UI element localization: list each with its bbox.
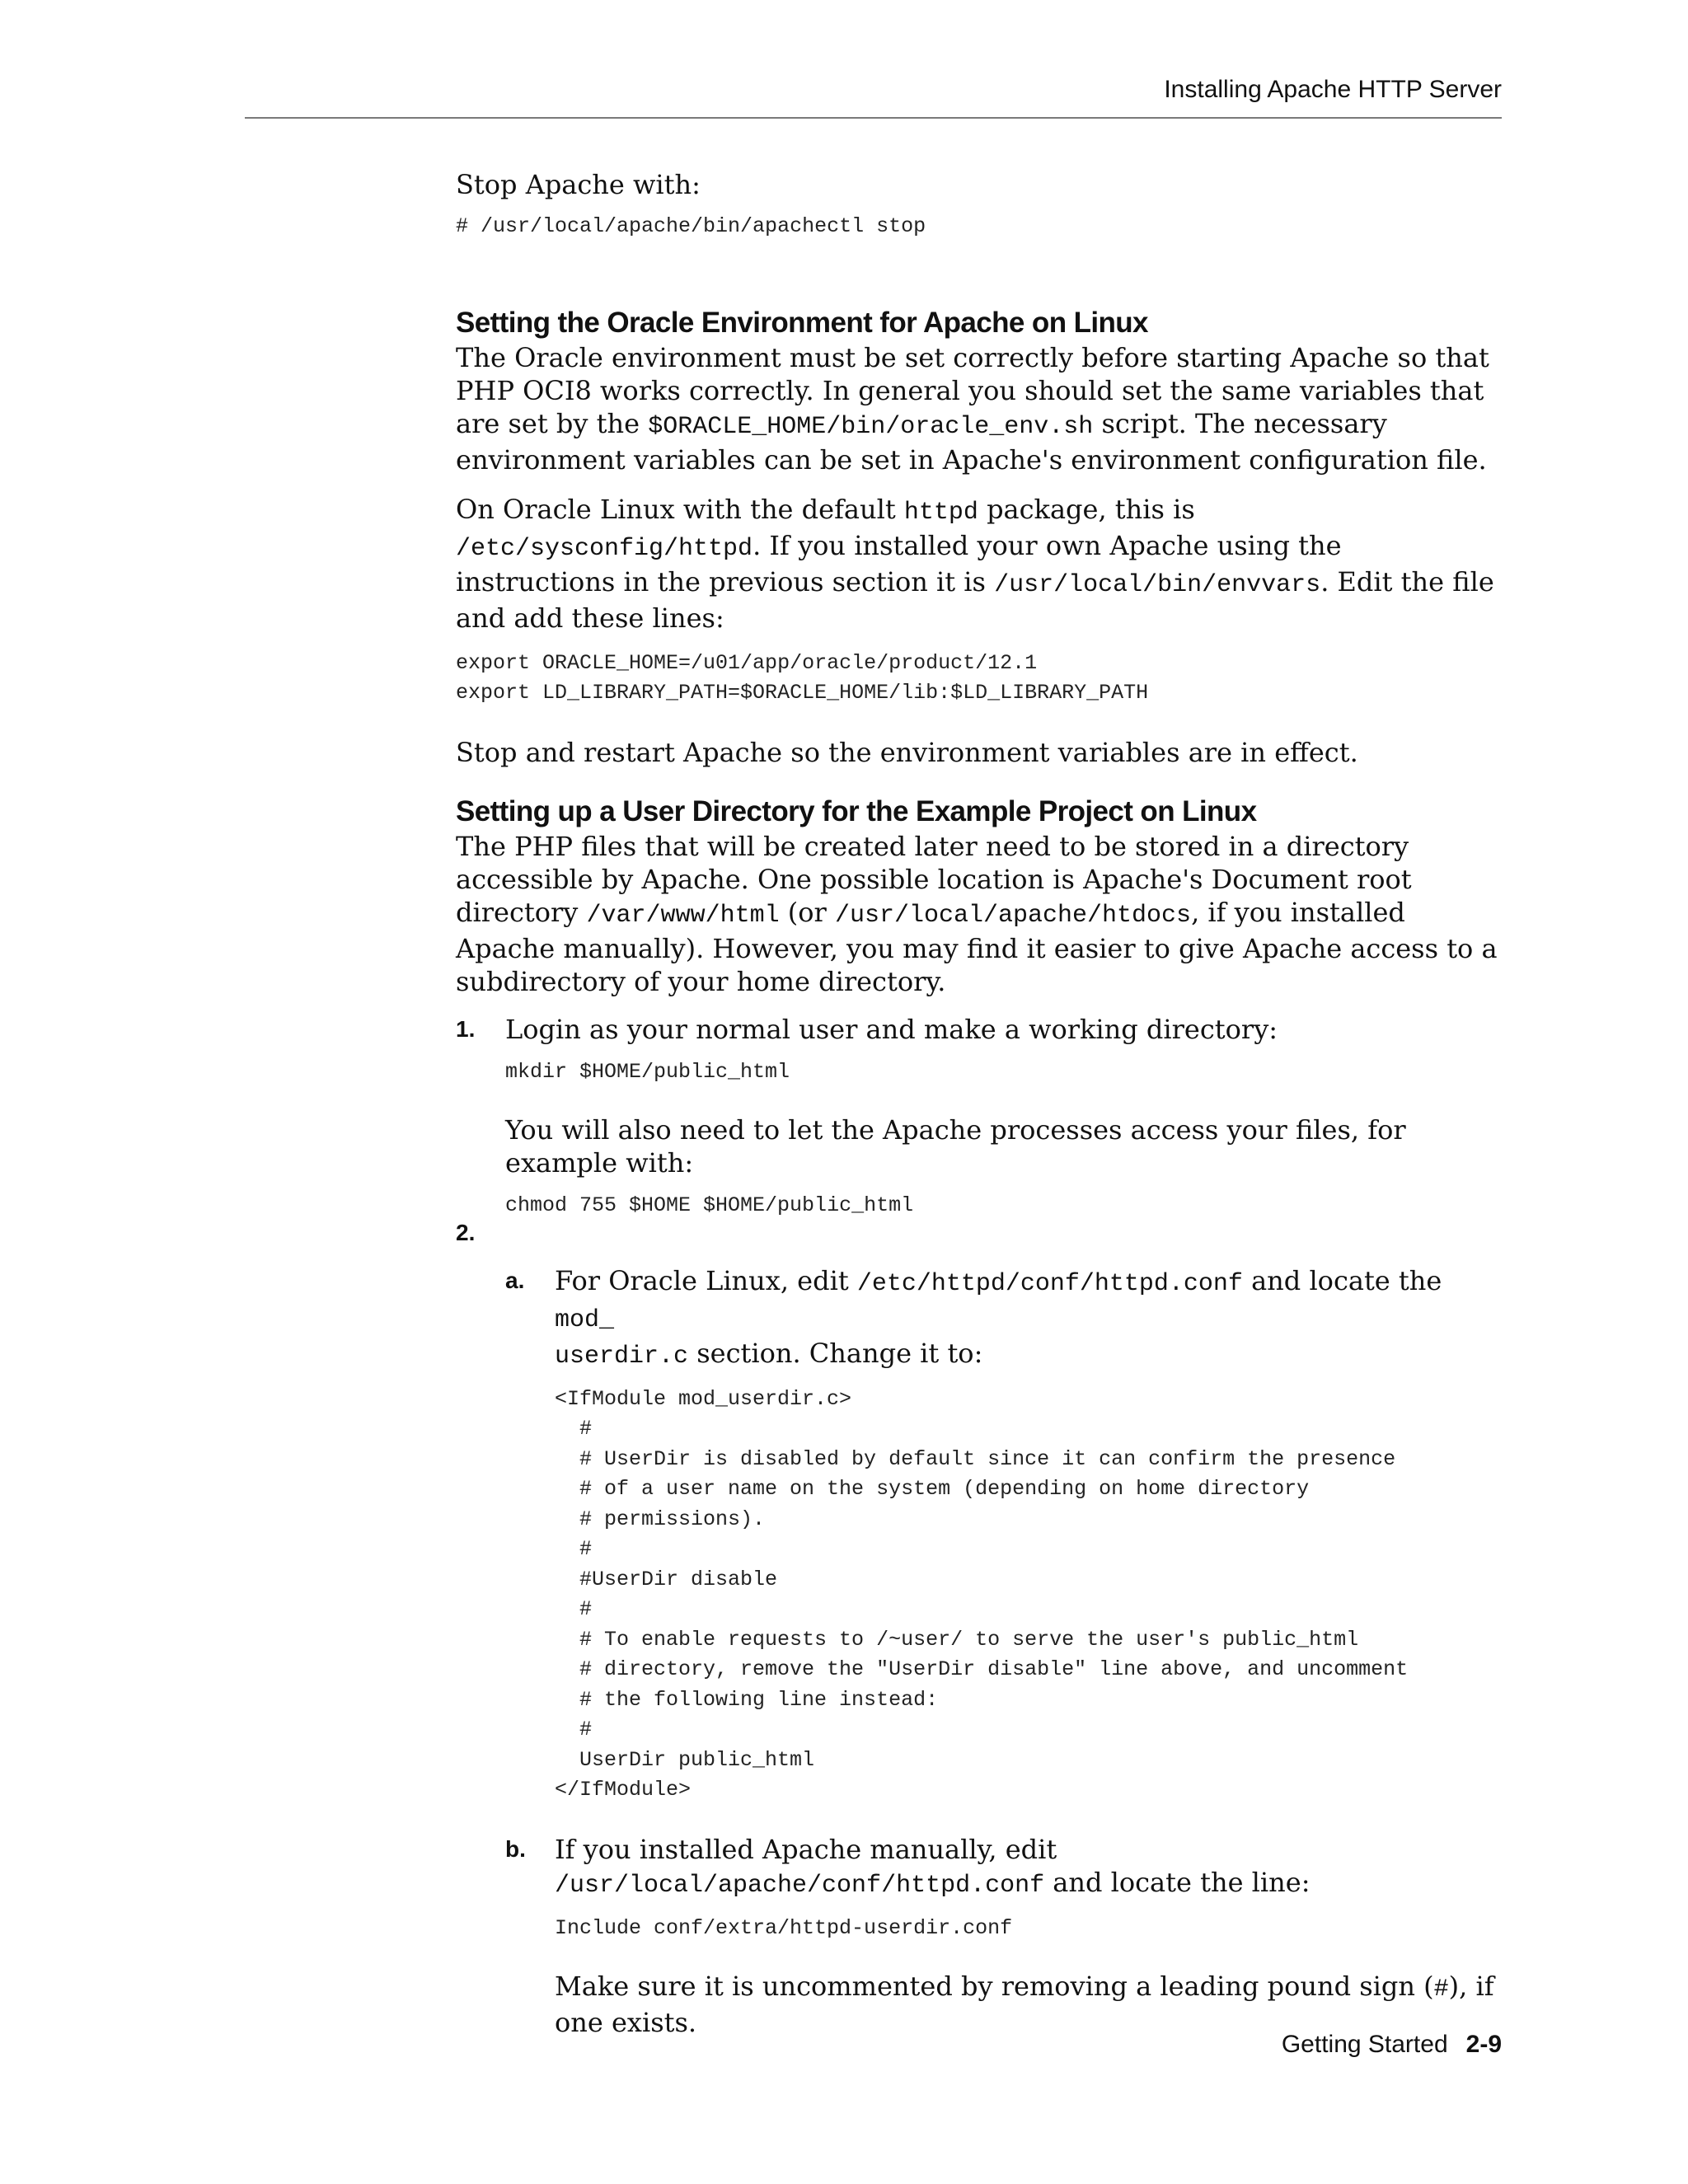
substep-letter: b.	[505, 1835, 526, 1862]
text-run: Make sure it is uncommented by removing a leading pound sign (	[555, 1971, 1434, 2002]
inline-code: /etc/sysconfig/httpd	[456, 534, 753, 563]
text-run: For Oracle Linux, edit	[555, 1264, 857, 1296]
step-number: 2.	[456, 1219, 476, 1245]
inline-code: /usr/local/bin/envvars	[994, 570, 1321, 599]
text-run: , if you installed Apache manually). However, you may find it easier to give Apache access to a subdirectory of your home directory.	[456, 896, 1498, 997]
text-run: (or	[779, 896, 835, 928]
substep-list	[456, 1264, 1504, 2040]
code-chmod: chmod 755 $HOME $HOME/public_html	[505, 1193, 914, 1217]
page-header	[245, 71, 1502, 119]
inline-code: $ORACLE_HOME/bin/oracle_env.sh	[648, 412, 1094, 441]
inline-code: mod_ userdir.c	[555, 1305, 689, 1371]
section-heading-user-directory: Setting up a User Directory for the Example Project on Linux	[456, 794, 1257, 827]
code-ifmodule-userdir: <IfModule mod_userdir.c> # # UserDir is disabled by default since it can confirm the presence # of a user name on the system (depending on home directory # permissions). # #UserDir disable # # To enable requests to /~user/ to serve the user's public_html # directory, remove the "UserDir disable" line above, and uncomment # the following line instead: # UserDir public_html </IfModule>	[555, 1386, 1409, 1802]
running-header-title: Installing Apache HTTP Server	[1164, 76, 1502, 103]
section-heading-oracle-env: Setting the Oracle Environment for Apache on Linux	[456, 306, 1148, 339]
text-run: . If you installed your own Apache using the instructions in the previous section it is	[456, 529, 1342, 598]
list-step-1	[456, 1013, 1504, 1221]
inline-code: /usr/local/apache/htdocs	[834, 901, 1192, 930]
paragraph-oracle-env-1	[456, 341, 1504, 476]
inline-code: /etc/httpd/conf/httpd.conf	[856, 1269, 1243, 1298]
text-run: The Oracle environment must be set correctly before starting Apache so that PHP OCI8 works correctly. In general you should set the same variables that are set by the	[456, 341, 1489, 439]
page-number: 2-9	[1465, 2031, 1502, 2058]
paragraph-user-directory	[456, 830, 1504, 998]
code-mkdir: mkdir $HOME/public_html	[505, 1059, 790, 1084]
text-run: package, this is	[978, 493, 1195, 525]
code-include-userdir: Include conf/extra/httpd-userdir.conf	[555, 1915, 1013, 1940]
step-1-text: Login as your normal user and make a working directory:	[505, 1013, 1278, 1045]
paragraph-oracle-env-2	[456, 493, 1504, 635]
code-export-env: export ORACLE_HOME=/u01/app/oracle/product/12.1 export LD_LIBRARY_PATH=$ORACLE_HOME/lib:$LD_LIBRARY_PATH	[456, 650, 1149, 705]
text-run: ), if one exists.	[555, 1971, 1494, 2038]
step-number: 1.	[456, 1015, 476, 1042]
substep-b-text	[555, 1833, 1504, 1902]
footer-label: Getting Started	[1281, 2031, 1448, 2058]
list-substep-a	[505, 1264, 1504, 1806]
intro-text: Stop Apache with:	[456, 169, 701, 200]
step-1-text-2: You will also need to let the Apache processes access your files, for example with:	[505, 1114, 1406, 1179]
text-run: . Edit the file and add these lines:	[456, 565, 1494, 634]
inline-code: #	[1433, 1975, 1449, 2004]
text-run: section. Change it to:	[688, 1337, 983, 1369]
text-run: If you installed Apache manually, edit	[555, 1833, 1057, 1865]
page-footer	[1282, 2031, 1502, 2059]
list-substep-b	[505, 1833, 1504, 2040]
text-run: The PHP files that will be created later need to be stored in a directory accessible by Apache. One possible location is Apache's Document root directory	[456, 830, 1412, 928]
substep-a-text	[555, 1264, 1504, 1373]
page-content	[456, 168, 1504, 2039]
text-run: script. The necessary environment variables can be set in Apache's environment configuration file.	[456, 407, 1487, 476]
list-step-2	[456, 1216, 1504, 1249]
substep-letter: a.	[505, 1267, 525, 1293]
paragraph-restart-apache: Stop and restart Apache so the environment variables are in effect.	[456, 736, 1358, 768]
text-run: and locate the	[1242, 1264, 1442, 1296]
text-run: On Oracle Linux with the default	[456, 493, 904, 525]
inline-code: httpd	[903, 498, 978, 527]
inline-code: /usr/local/apache/conf/httpd.conf	[555, 1871, 1045, 1900]
inline-code: /var/www/html	[586, 901, 780, 930]
substep-b-text-2	[555, 1970, 1504, 2039]
code-stop-apache: # /usr/local/apache/bin/apachectl stop	[456, 214, 926, 238]
text-run: and locate the line:	[1044, 1866, 1311, 1898]
